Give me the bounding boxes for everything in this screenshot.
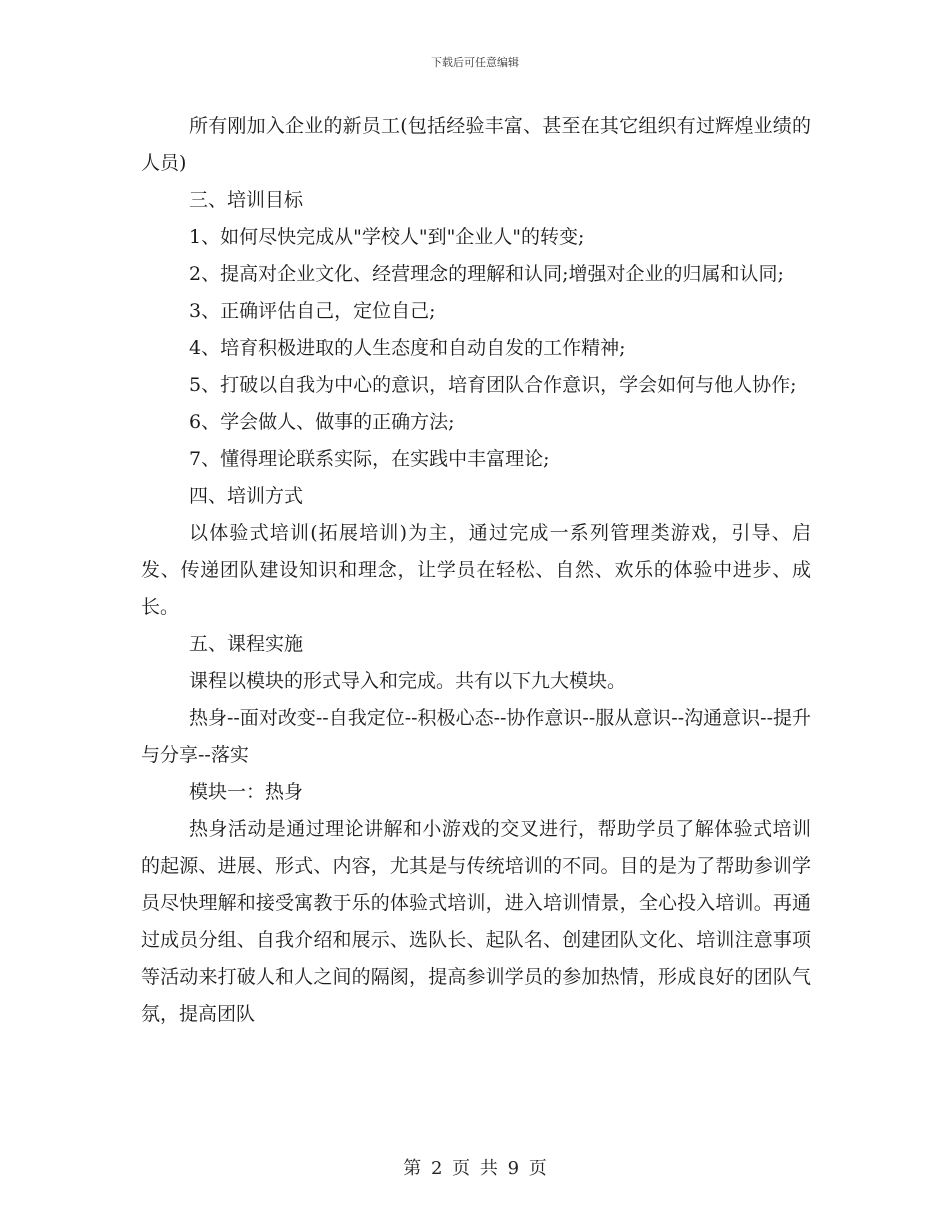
paragraph-modules-intro: 课程以模块的形式导入和完成。共有以下九大模块。 — [189, 670, 627, 692]
goal-item-4: 4、培育积极进取的人生态度和自动自发的工作精神; — [189, 337, 626, 359]
document-body — [141, 108, 811, 1033]
goal-item-5: 5、打破以自我为中心的意识，培育团队合作意识，学会如何与他人协作; — [189, 374, 797, 396]
section-heading-training-goals: 三、培训目标 — [189, 189, 304, 211]
paragraph-warmup-description: 热身活动是通过理论讲解和小游戏的交叉进行，帮助学员了解体验式培训的起源、进展、形式、内容，尤其是与传统培训的不同。目的是为了帮助参训学员尽快理解和接受寓教于乐的体验式培训，进入培训情景，全心投入培训。再通过成员分组、自我介绍和展示、选队长、起队名、创建团队文化、培训注意事项等活动来打破人和人之间的隔阂，提高参训学员的参加热情，形成良好的团队气氛，提高团队 — [141, 818, 811, 1025]
module-heading-warmup: 模块一：热身 — [189, 781, 304, 803]
paragraph-module-sequence: 热身--面对改变--自我定位--积极心态--协作意识--服从意识--沟通意识--提升与分享--落实 — [141, 707, 811, 766]
page-footer: 第 2 页 共 9 页 — [403, 1158, 547, 1179]
goal-item-7: 7、懂得理论联系实际，在实践中丰富理论; — [189, 448, 550, 470]
section-heading-course-implementation: 五、课程实施 — [189, 633, 304, 655]
paragraph-training-method: 以体验式培训(拓展培训)为主，通过完成一系列管理类游戏，引导、启发、传递团队建设知识和理念，让学员在轻松、自然、欢乐的体验中进步、成长。 — [141, 522, 811, 618]
paragraph-target-audience: 所有刚加入企业的新员工(包括经验丰富、甚至在其它组织有过辉煌业绩的人员) — [141, 115, 811, 174]
goal-item-6: 6、学会做人、做事的正确方法; — [189, 411, 455, 433]
goal-item-3: 3、正确评估自己，定位自己; — [189, 300, 436, 322]
page-header: 下载后可任意编辑 — [431, 56, 519, 69]
section-heading-training-method: 四、培训方式 — [189, 485, 304, 507]
goal-item-2: 2、提高对企业文化、经营理念的理解和认同;增强对企业的归属和认同; — [189, 263, 784, 285]
goal-item-1: 1、如何尽快完成从"学校人"到"企业人"的转变; — [189, 226, 585, 248]
